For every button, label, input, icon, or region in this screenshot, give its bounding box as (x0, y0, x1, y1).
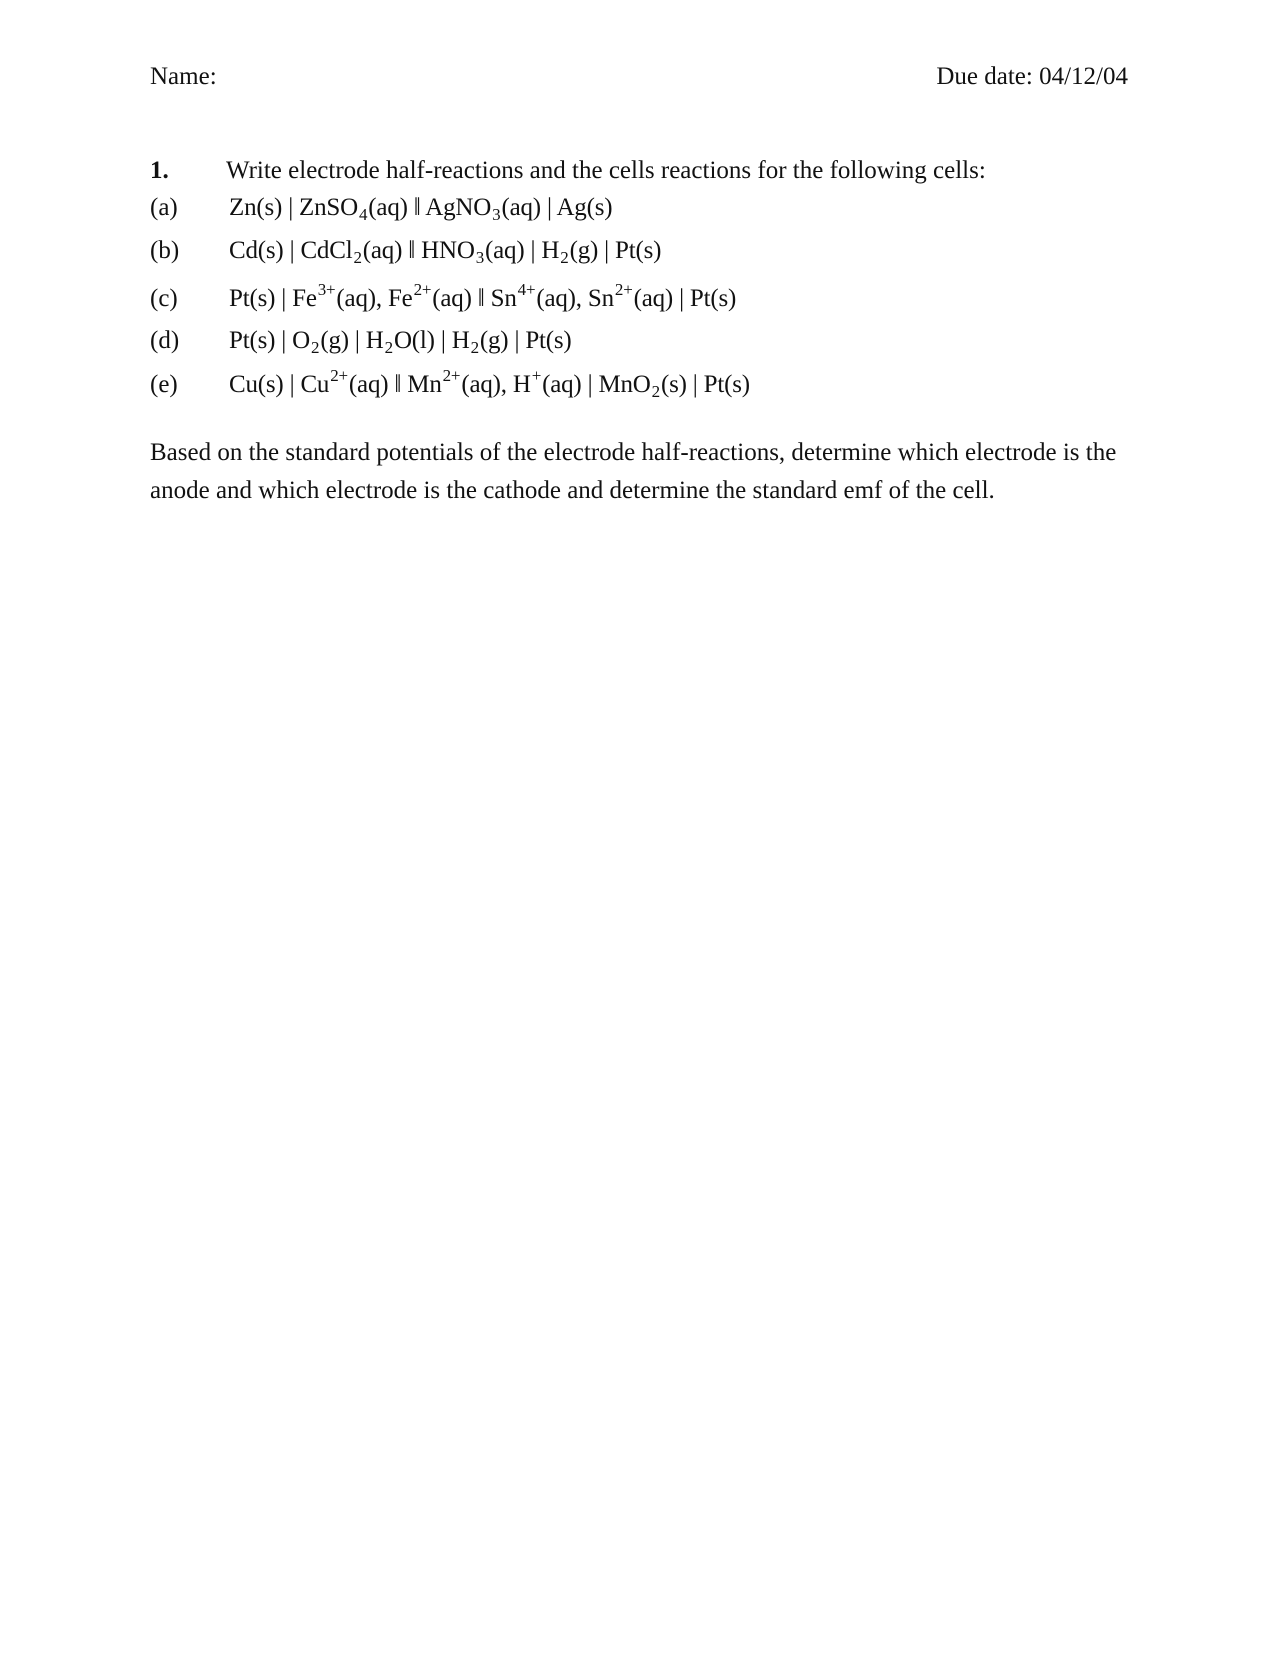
cell-notation: Pt(s) | $Fe^{3+}(aq)$, $Fe^{2+}(aq)$ ‖ $Sn^{4+}(aq)$, $Sn^{2+}(aq)$ | Pt(s) (229, 280, 737, 312)
part-label: (b) (150, 237, 180, 264)
question-instruction: Based on the standard potentials of the electrode half-reactions, determine which electrode is the anode and which electrode is the cathode and determine the standard emf of the cell. (150, 439, 1117, 504)
name-label: Name: (150, 63, 217, 90)
cell-notation: Pt(s) | $O_2(g)$ | $H_2O(l)$ | $H_2(g)$ | Pt(s) (229, 327, 572, 357)
due-date: Due date: 04/12/04 (936, 63, 1128, 90)
cell-notation: Cd(s) | CdCl$_2$(aq) ‖ $HNO_3(aq)$ | $H_2(g)$ | Pt(s) (229, 237, 662, 267)
part-label: (e) (150, 371, 178, 398)
part-label: (d) (150, 327, 180, 354)
part-label: (a) (150, 194, 178, 221)
cell-notation: Cu(s) | $Cu^{2+}(aq)$ ‖ $Mn^{2+}(aq)$, H+(aq) | MnO$_2$(s) | Pt(s) (229, 366, 750, 401)
part-label: (c) (150, 285, 178, 312)
question-prompt: Write electrode half-reactions and the cells reactions for the following cells: (226, 157, 986, 184)
question-number: 1. (150, 157, 169, 184)
cell-notation: Zn(s) | ZnSO$_4$(aq) ‖ AgNO$_3$(aq) | Ag(s) (229, 194, 613, 224)
